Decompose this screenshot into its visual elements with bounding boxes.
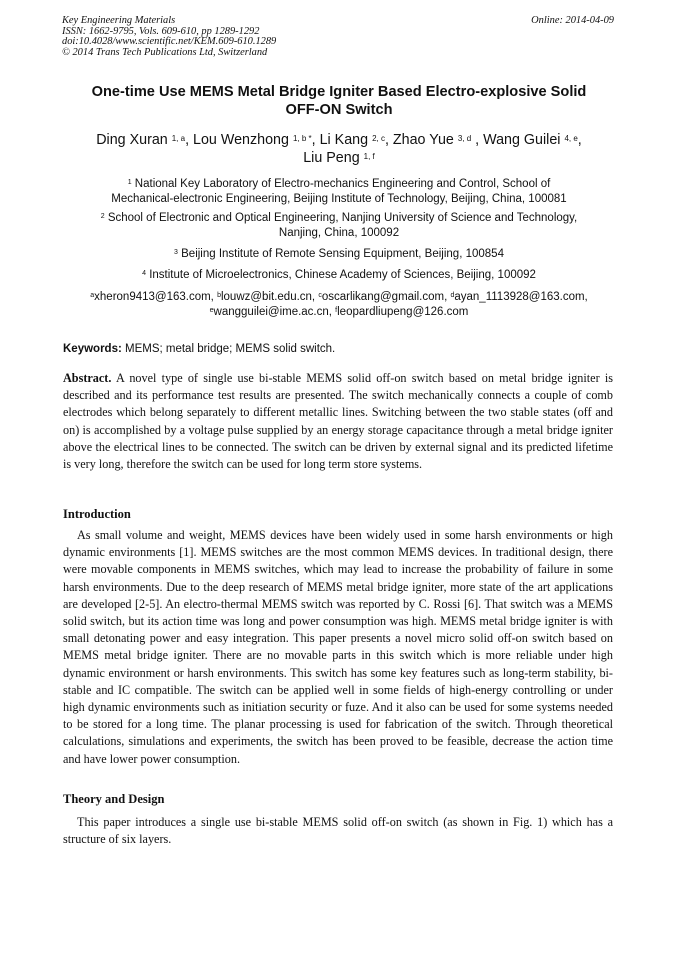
journal-issn: ISSN: 1662-9795, Vols. 609-610, pp 1289-1292	[62, 25, 260, 37]
affiliation-text: Mechanical-electronic Engineering, Beijing Institute of Technology, Beijing, China, 100081	[111, 192, 567, 205]
affiliation-text: National Key Laboratory of Electro-mechanics Engineering and Control, School of	[134, 178, 551, 190]
author-name: Zhao Yue	[392, 132, 454, 148]
author-separator: ,	[311, 132, 320, 148]
author-sup: 1, b *	[292, 134, 312, 143]
author-line-2	[40, 149, 638, 167]
email-sup: c	[318, 292, 322, 299]
author-name: Lou Wenzhong	[193, 132, 289, 148]
affiliation-2	[40, 211, 638, 240]
email-sup: f	[335, 306, 338, 314]
affiliation-sup: 4	[142, 270, 146, 277]
author-list	[40, 131, 638, 167]
email-sup: d	[450, 292, 455, 299]
title-line-1: One-time Use MEMS Metal Bridge Igniter Based Electro-explosive Solid	[91, 84, 587, 100]
affiliation-4	[40, 268, 638, 283]
journal-doi: doi:10.4028/www.scientific.net/KEM.609-610.1289	[62, 36, 277, 48]
affiliation-text: School of Electronic and Optical Engineering, Nanjing University of Science and Technology,	[107, 212, 578, 224]
author-separator: ,	[185, 132, 194, 148]
abstract	[63, 370, 613, 473]
affiliation-text: Beijing Institute of Remote Sensing Equipment, Beijing, 100854	[181, 248, 504, 260]
introduction-paragraph	[63, 527, 613, 768]
theory-heading: Theory and Design	[63, 792, 165, 806]
affiliation-sup: 2	[100, 213, 105, 220]
affiliation-text: Institute of Microelectronics, Chinese Academy of Sciences, Beijing, 100092	[149, 269, 536, 281]
email-sup: e	[209, 306, 214, 314]
email-sup: b	[217, 292, 221, 299]
email-sup: a	[90, 292, 95, 299]
abstract-label: Abstract.	[63, 371, 112, 385]
theory-paragraph	[63, 814, 613, 848]
theory-text: This paper introduces a single use bi-stable MEMS solid off-on switch (as shown in Fig. 1) which has a structure of six layers.	[63, 815, 613, 847]
journal-header	[62, 16, 622, 58]
affiliation-text: Nanjing, China, 100092	[278, 226, 400, 239]
email-address[interactable]: xheron9413@163.com,	[94, 291, 218, 303]
email-address[interactable]: ayan_1113928@163.com,	[454, 291, 588, 303]
author-sup: 3, d	[457, 134, 472, 143]
author-separator: ,	[577, 132, 582, 148]
keywords-label: Keywords:	[63, 343, 122, 355]
author-name: Liu Peng	[303, 150, 360, 166]
journal-name: Key Engineering Materials	[62, 15, 176, 26]
author-separator: ,	[471, 132, 484, 148]
author-sup: 1, a	[171, 134, 186, 143]
affiliation-sup: 3	[174, 249, 178, 256]
affiliation-3	[40, 247, 638, 262]
author-name: Li Kang	[319, 132, 369, 148]
email-address[interactable]: louwz@bit.edu.cn,	[220, 291, 319, 303]
introduction-heading: Introduction	[63, 507, 131, 521]
journal-copyright: © 2014 Trans Tech Publications Ltd, Switzerland	[62, 46, 268, 58]
author-separator: ,	[384, 132, 393, 148]
email-address[interactable]: wangguilei@ime.ac.cn,	[213, 305, 336, 318]
affiliation-1	[40, 177, 638, 206]
author-sup: 1, f	[363, 152, 375, 161]
email-list	[40, 290, 638, 319]
abstract-text: A novel type of single use bi-stable MEMS solid off-on switch based on metal bridge igniter is described and its performance test results are presented. The switch mechanically connects a couple of comb electrodes which belong separately to different metallic lines. Switching between the two stable states (off and on) is accomplished by a voltage pulse supplied by an energy storage capacitance through a metal bridge igniter above the electrical lines to be connected. The switch can be driven by external signal and its predicted lifetime is very long, therefore the switch can be used for long term store systems.	[63, 371, 613, 472]
author-sup: 4, e	[564, 134, 578, 143]
introduction-text: As small volume and weight, MEMS devices have been widely used in some harsh environments or high dynamic environments [1]. MEMS switches are the most common MEMS devices. In traditional design, there were movable components in MEMS switches, which may lead to increase the probability of failure in some harsh environments. Due to the deep research of MEMS metal bridge igniter, more state of the art applications are developed [2-5]. An electro-thermal MEMS switch was reported by C. Rossi [6]. That switch was a MEMS solid switch, but its action time was long and power consumption was high. MEMS metal bridge igniter is with small detonating power and easy integration. This paper presents a novel micro solid off-on switch based on MEMS metal bridge igniter. There are no movable parts in this switch which is more reliable under high dynamic environment or harsh environments. This switch has some key features such as long-term stability, bi-stable and IC compatible. The switch can be applied well in some fields of high-energy controlling or under high dynamic environments such as initiation security or fuze. And it also can be used for some systems needed to be stored for a long time. The planar processing is used for fabrication of the switch. Through theoretical calculations, simulations and experiments, the switch has been proved to be feasible, decrease the action time and have lower power consumption.	[63, 528, 613, 766]
author-sup: 2, c	[372, 134, 385, 143]
email-address[interactable]: leopardliupeng@126.com	[337, 305, 469, 318]
author-name: Ding Xuran	[96, 132, 168, 148]
email-address[interactable]: oscarlikang@gmail.com,	[321, 291, 451, 303]
author-line-1	[40, 131, 638, 149]
affiliation-sup: 1	[127, 179, 132, 186]
paper-title	[40, 83, 638, 119]
keywords	[63, 343, 335, 355]
title-line-2: OFF-ON Switch	[285, 102, 393, 118]
author-name: Wang Guilei	[483, 132, 561, 148]
keywords-text: MEMS; metal bridge; MEMS solid switch.	[121, 343, 336, 355]
online-date: Online: 2014-04-09	[531, 15, 614, 26]
